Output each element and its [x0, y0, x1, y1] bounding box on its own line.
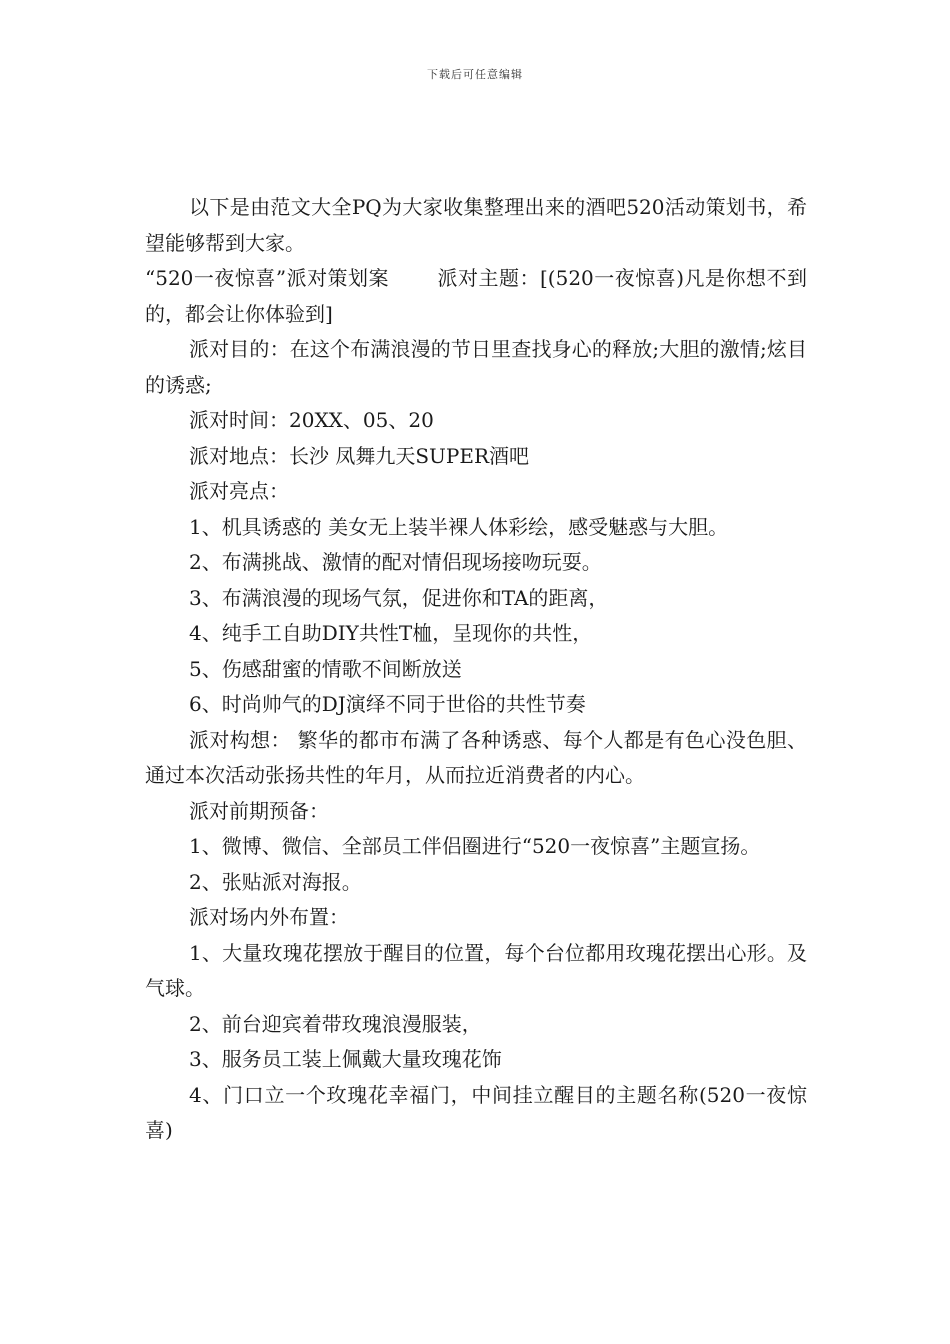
party-highlights-heading: 派对亮点：	[189, 479, 289, 503]
party-purpose: 派对目的：在这个布满浪漫的节日里查找身心的释放;大胆的激情;炫目的诱惑;	[145, 337, 807, 397]
highlight-item: 6、时尚帅气的DJ演绎不同于世俗的共性节奏	[189, 692, 586, 716]
highlight-item: 3、布满浪漫的现场气氛，促进你和TA的距离，	[189, 585, 609, 610]
venue-layout-item: 4、门口立一个玫瑰花幸福门，中间挂立醒目的主题名称(520一夜惊喜)	[145, 1082, 807, 1142]
venue-layout-item: 3、服务员工装上佩戴大量玫瑰花饰	[189, 1047, 502, 1071]
highlight-item: 4、纯手工自助DIY共性T桖，呈现你的共性，	[189, 621, 593, 645]
plan-title: “520一夜惊喜”派对策划案	[145, 266, 390, 290]
party-location: 派对地点：长沙 凤舞九天SUPER酒吧	[189, 443, 530, 468]
venue-layout-item: 1、大量玫瑰花摆放于醒目的位置，每个台位都用玫瑰花摆出心形。及气球。	[145, 940, 807, 1000]
party-theme: 派对主题：[(520一夜惊喜)凡是你想不到的，都会让你体验到]	[145, 266, 807, 326]
venue-layout-heading: 派对场内外布置：	[189, 905, 349, 929]
highlight-item: 5、伤感甜蜜的情歌不间断放送	[189, 656, 462, 681]
page-header: 下载后可任意编辑	[427, 68, 523, 81]
party-concept: 派对构想： 繁华的都市布满了各种诱惑、每个人都是有色心没色胆、通过本次活动张扬共性的年月，从而拉近消费者的内心。	[145, 727, 807, 787]
intro-paragraph: 以下是由范文大全PQ为大家收集整理出来的酒吧520活动策划书，希望能够帮到大家。	[145, 195, 807, 255]
preparation-item: 1、微博、微信、全部员工伴侣圈进行“520一夜惊喜”主题宣扬。	[189, 834, 761, 858]
venue-layout-item: 2、前台迎宾着带玫瑰浪漫服装，	[189, 1011, 482, 1036]
highlight-item: 2、布满挑战、激情的配对情侣现场接吻玩耍。	[189, 550, 602, 574]
highlight-item: 1、机具诱惑的 美女无上装半裸人体彩绘，感受魅惑与大胆。	[189, 514, 729, 539]
document-body	[145, 190, 807, 1149]
party-time: 派对时间：20XX、05、20	[189, 408, 434, 432]
plan-title-paragraph	[145, 261, 807, 332]
preparation-heading: 派对前期预备：	[189, 798, 329, 823]
preparation-item: 2、张贴派对海报。	[189, 869, 362, 894]
